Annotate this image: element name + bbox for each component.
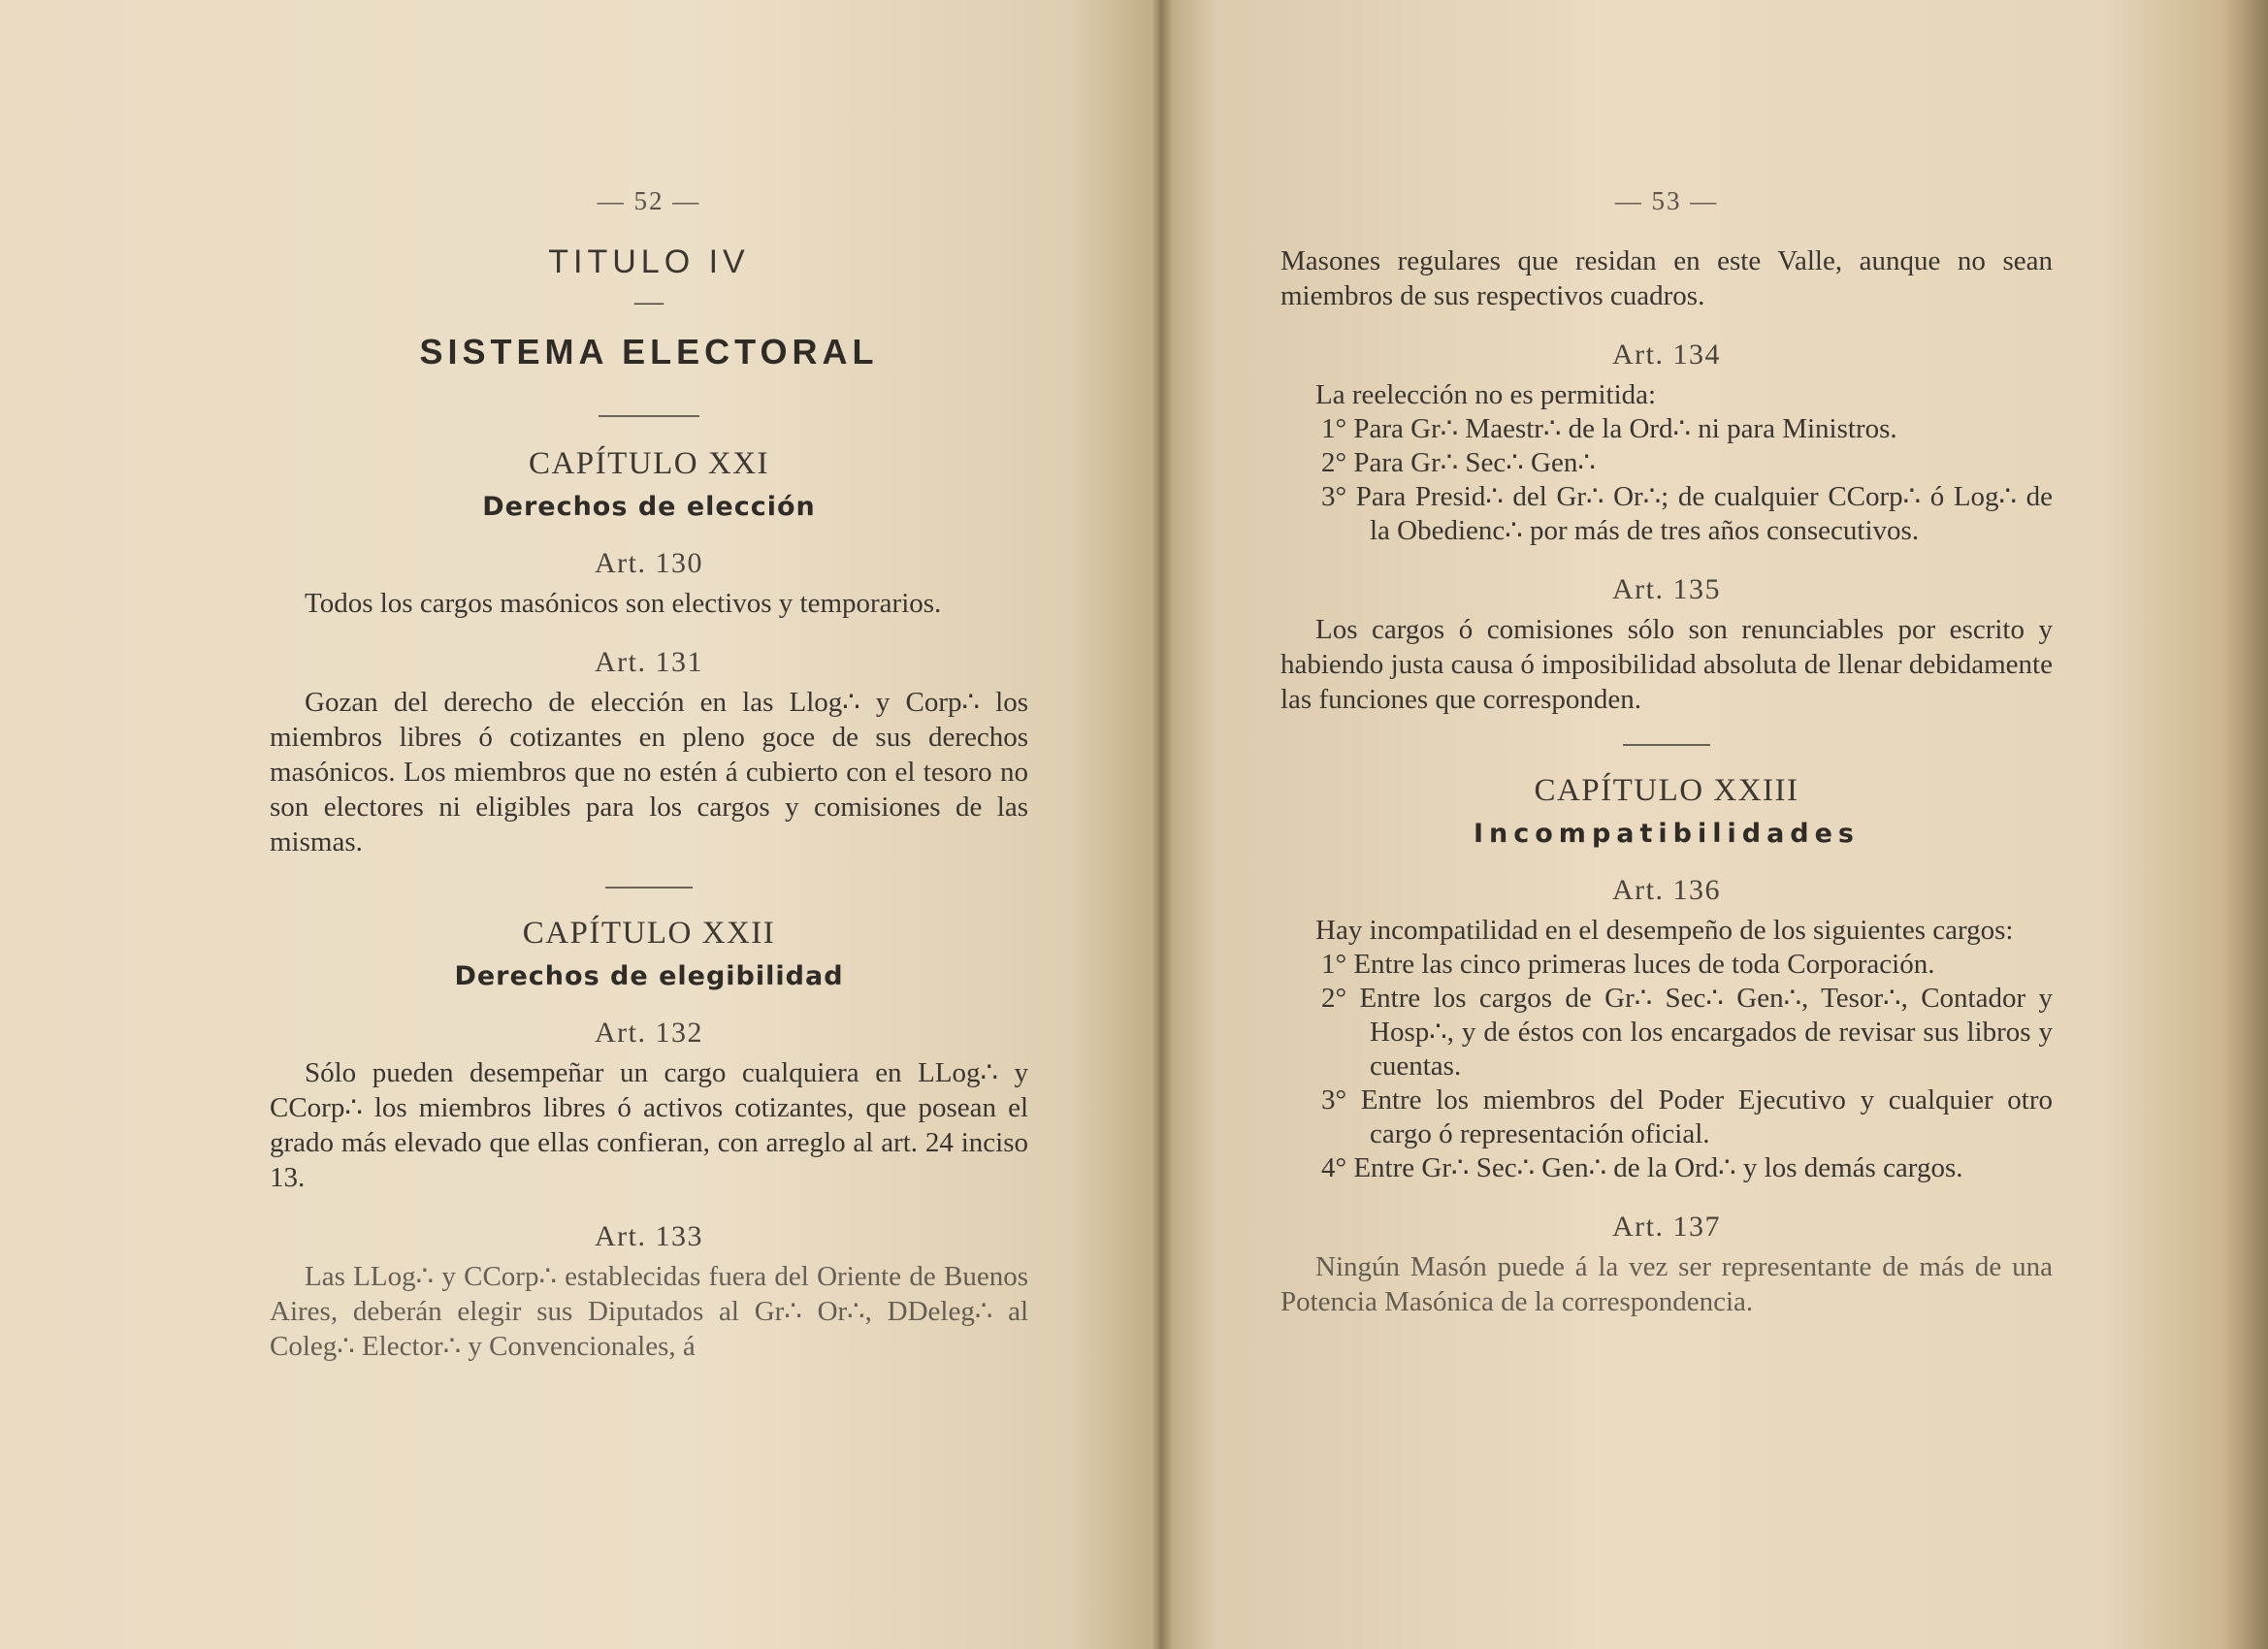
- article-intro: Hay incompatilidad en el desempeño de los siguientes cargos:: [1315, 915, 2014, 946]
- article-text: Gozan del derecho de elección en las Llog∴ y Corp∴ los miembros libres ó cotizantes en pleno goce de sus derechos masónicos. Los miembros que no estén á cubierto con el tesoro no son electores ni eligibles para los cargos y comisiones de las mismas.: [270, 687, 1028, 857]
- list-item: 2° Para Gr∴ Sec∴ Gen∴: [1321, 447, 1596, 478]
- article-label: Art. 130: [595, 547, 703, 579]
- article-label: Art. 131: [595, 646, 703, 678]
- article-label: Art. 136: [1612, 874, 1721, 906]
- list-item: 3° Entre los miembros del Poder Ejecutivo y cualquier otro cargo ó representación oficial.: [1321, 1084, 2053, 1149]
- article-text: Ningún Masón puede á la vez ser representante de más de una Potencia Masónica de la correspondencia.: [1280, 1251, 2053, 1317]
- list-item: 2° Entre los cargos de Gr∴ Sec∴ Gen∴, Tesor∴, Contador y Hosp∴, y de éstos con los encargados de revisar sus libros y cuentas.: [1321, 983, 2053, 1082]
- article-text: Todos los cargos masónicos son electivos y temporarios.: [305, 588, 942, 619]
- list-item: 1° Entre las cinco primeras luces de toda Corporación.: [1321, 949, 1935, 980]
- chapter-subtitle: Incompatibilidades: [1473, 819, 1860, 849]
- list-item: 1° Para Gr∴ Maestr∴ de la Ord∴ ni para Ministros.: [1321, 413, 1897, 444]
- title-heading: TITULO IV: [548, 243, 750, 280]
- page-number: — 52 —: [597, 186, 701, 215]
- article-label: Art. 133: [595, 1220, 703, 1252]
- article-label: Art. 134: [1612, 339, 1721, 371]
- article-label: Art. 135: [1612, 573, 1721, 605]
- article-text: Las LLog∴ y CCorp∴ establecidas fuera del Oriente de Buenos Aires, deberán elegir sus Diputados al Gr∴ Or∴, DDeleg∴ al Coleg∴ Elector∴ y Convencionales, á: [270, 1261, 1028, 1362]
- list-item: 4° Entre Gr∴ Sec∴ Gen∴ de la Ord∴ y los demás cargos.: [1321, 1152, 1963, 1183]
- article-text: Los cargos ó comisiones sólo son renunciables por escrito y habiendo justa causa ó imposibilidad absoluta de llenar debidamente las funciones que corresponden.: [1280, 614, 2053, 715]
- article-label: Art. 137: [1612, 1211, 1721, 1243]
- chapter-heading: CAPÍTULO XXII: [522, 916, 776, 951]
- chapter-subtitle: Derechos de elección: [482, 492, 816, 522]
- article-text: Sólo pueden desempeñar un cargo cualquiera en LLog∴ y CCorp∴ los miembros libres ó activos cotizantes, que posean el grado más elevado que ellas confieran, con arreglo al art. 24 inciso 13.: [270, 1057, 1028, 1193]
- chapter-heading: CAPÍTULO XXI: [528, 446, 770, 481]
- continuation-text: Masones regulares que residan en este Valle, aunque no sean miembros de sus respectivos cuadros.: [1280, 245, 2053, 311]
- list-item: 3° Para Presid∴ del Gr∴ Or∴; de cualquier CCorp∴ ó Log∴ de la Obedienc∴ por más de tres años consecutivos.: [1321, 481, 2053, 546]
- chapter-subtitle: Derechos de elegibilidad: [454, 961, 844, 991]
- divider: [599, 415, 699, 417]
- chapter-heading: CAPÍTULO XXIII: [1534, 773, 1799, 808]
- book-gutter: [1150, 0, 1172, 1649]
- left-page-text: [270, 186, 1028, 1364]
- title-dash: —: [634, 285, 664, 317]
- section-title: SISTEMA ELECTORAL: [419, 332, 879, 372]
- divider: [1623, 744, 1710, 746]
- page-number: — 53 —: [1614, 186, 1719, 215]
- article-label: Art. 132: [595, 1017, 703, 1049]
- article-intro: La reelección no es permitida:: [1315, 379, 1657, 410]
- divider: [605, 887, 693, 889]
- right-page-text: [1280, 186, 2053, 1319]
